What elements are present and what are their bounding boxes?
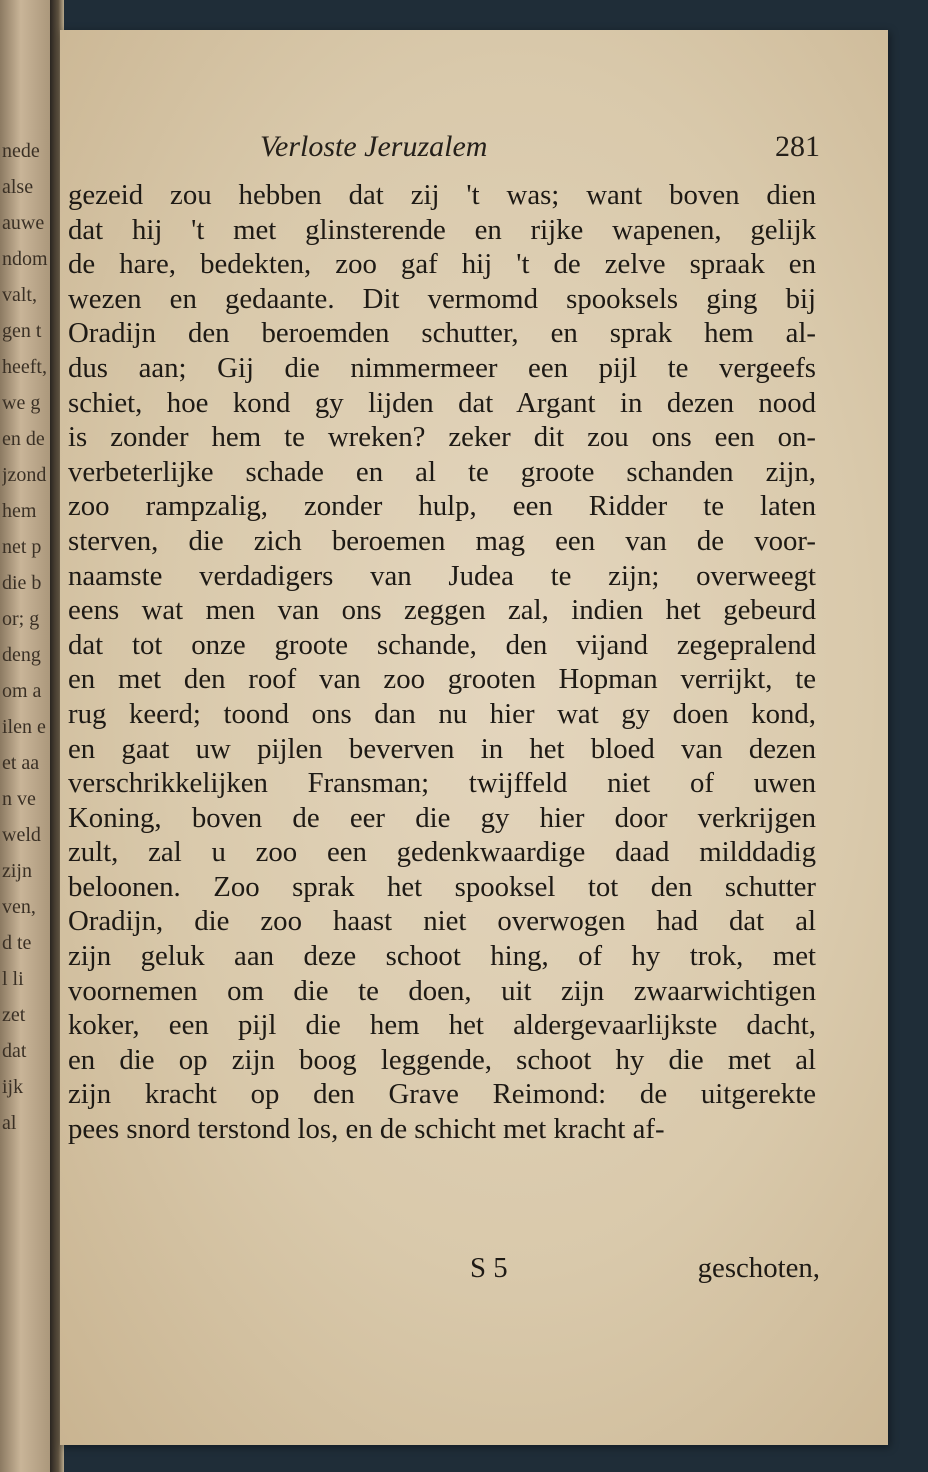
text-line: sterven, die zich beroemen mag een van de voor- bbox=[68, 524, 816, 557]
book-page bbox=[60, 30, 888, 1445]
text-line: beloonen. Zoo sprak het spooksel tot den schutter bbox=[68, 870, 816, 903]
text-line: voornemen om die te doen, uit zijn zwaarwichtigen bbox=[68, 974, 816, 1007]
page-footer bbox=[460, 1252, 820, 1292]
left-page-fragment: valt, bbox=[2, 284, 37, 306]
text-line: zoo rampzalig, zonder hulp, een Ridder te laten bbox=[68, 490, 816, 523]
left-page-fragment: auwe bbox=[2, 212, 45, 234]
left-page-fragment: al bbox=[2, 1112, 17, 1134]
left-page-fragment: zet bbox=[2, 1004, 26, 1026]
text-line: rug keerd; toond ons dan nu hier wat gy doen kond, bbox=[68, 697, 816, 730]
left-page-fragment: ven, bbox=[2, 896, 36, 918]
text-line: zijn geluk aan deze schoot hing, of hy trok, met bbox=[68, 940, 816, 973]
text-line: en met den roof van zoo grooten Hopman verrijkt, te bbox=[68, 663, 816, 696]
text-line: koker, een pijl die hem het aldergevaarlijkste dacht, bbox=[68, 1009, 816, 1042]
text-line: de hare, bedekten, zoo gaf hij 't de zelve spraak en bbox=[68, 248, 816, 281]
left-page-fragment: weld bbox=[2, 824, 41, 846]
left-page-fragment: heeft, bbox=[2, 356, 47, 378]
left-page-fragment: l li bbox=[2, 968, 24, 990]
left-page-fragment: we g bbox=[2, 392, 41, 414]
text-line: zijn kracht op den Grave Reimond: de uitgerekte bbox=[68, 1078, 816, 1111]
left-page-edge bbox=[0, 0, 52, 1472]
text-line: pees snord terstond los, en de schicht met kracht af- bbox=[68, 1113, 665, 1146]
text-line: zult, zal u zoo een gedenkwaardige daad milddadig bbox=[68, 836, 816, 869]
text-line: dat hij 't met glinsterende en rijke wapenen, gelijk bbox=[68, 213, 816, 246]
text-line: verschrikkelijken Fransman; twijffeld niet of uwen bbox=[68, 767, 816, 800]
left-page-fragment: n ve bbox=[2, 788, 36, 810]
left-page-fragment: d te bbox=[2, 932, 32, 954]
running-title: Verloste Jeruzalem bbox=[260, 130, 488, 163]
left-page-fragment: net p bbox=[2, 536, 42, 558]
text-line: eens wat men van ons zeggen zal, indien het gebeurd bbox=[68, 594, 816, 627]
left-page-fragment: zijn bbox=[2, 860, 32, 882]
text-line: verbeterlijke schade en al te groote schanden zijn, bbox=[68, 455, 816, 488]
text-line: Koning, boven de eer die gy hier door verkrijgen bbox=[68, 801, 816, 834]
left-page-fragment: nede bbox=[2, 140, 40, 162]
left-page-fragment: alse bbox=[2, 176, 34, 198]
left-page-fragment: gen t bbox=[2, 320, 42, 342]
signature-mark: S 5 bbox=[470, 1252, 508, 1284]
left-page-fragment: die b bbox=[2, 572, 42, 594]
text-line: dat tot onze groote schande, den vijand zegepralend bbox=[68, 628, 816, 661]
catchword: geschoten, bbox=[697, 1252, 820, 1284]
text-line: en gaat uw pijlen beverven in het bloed van dezen bbox=[68, 732, 816, 765]
text-line: gezeid zou hebben dat zij 't was; want boven dien bbox=[68, 179, 816, 211]
left-page-fragment: dat bbox=[2, 1040, 27, 1062]
text-line: wezen en gedaante. Dit vermomd spooksels ging bij bbox=[68, 282, 816, 315]
left-page-fragment: et aa bbox=[2, 752, 40, 774]
left-page-fragment: deng bbox=[2, 644, 41, 666]
text-line: is zonder hem te wreken? zeker dit zou ons een on- bbox=[68, 421, 816, 454]
text-line: dus aan; Gij die nimmermeer een pijl te vergeefs bbox=[68, 351, 816, 384]
left-page-fragment: ijk bbox=[2, 1076, 24, 1098]
left-page-fragment: om a bbox=[2, 680, 42, 702]
left-page-fragment: en de bbox=[2, 428, 45, 450]
left-page-fragment: jzond bbox=[2, 464, 47, 486]
text-line: Oradijn, die zoo haast niet overwogen had dat al bbox=[68, 905, 816, 938]
text-line: naamste verdadigers van Judea te zijn; overweegt bbox=[68, 559, 816, 592]
left-page-fragment: ilen e bbox=[2, 716, 46, 738]
left-page-fragment: or; g bbox=[2, 608, 40, 630]
running-head bbox=[260, 130, 820, 170]
page-number: 281 bbox=[775, 130, 820, 163]
left-page-fragment: hem bbox=[2, 500, 37, 522]
body-text bbox=[68, 178, 816, 1147]
text-line: en die op zijn boog leggende, schoot hy die met al bbox=[68, 1043, 816, 1076]
text-line: Oradijn den beroemden schutter, en sprak hem al- bbox=[68, 317, 816, 350]
left-page-fragment: ndom bbox=[2, 248, 48, 270]
text-line: schiet, hoe kond gy lijden dat Argant in dezen nood bbox=[68, 386, 816, 419]
